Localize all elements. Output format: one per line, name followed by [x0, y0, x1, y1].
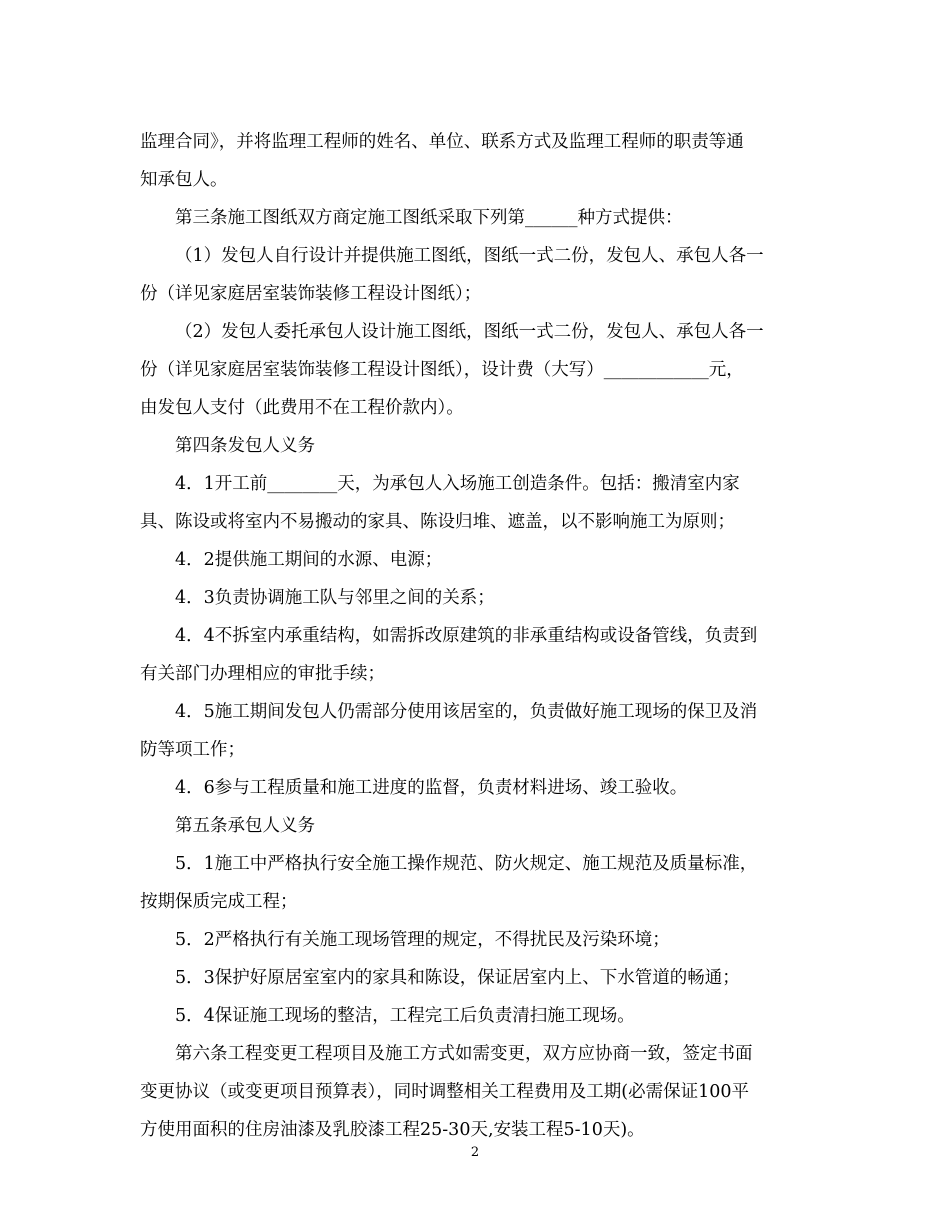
text-line: 4．6参与工程质量和施工进度的监督，负责材料进场、竣工验收。	[175, 778, 688, 798]
text-line: 监理合同》，并将监理工程师的姓名、单位、联系方式及监理工程师的职责等通	[140, 132, 744, 152]
page-number: 2	[470, 1145, 480, 1160]
text-line: 第六条工程变更工程项目及施工方式如需变更，双方应协商一致，签定书面	[175, 1044, 753, 1064]
text-line: 份（详见家庭居室装饰装修工程设计图纸）；	[140, 284, 482, 304]
text-line: 具、陈设或将室内不易搬动的家具、陈设归堆、遮盖，以不影响施工为原则；	[140, 512, 735, 532]
text-line: 份（详见家庭居室装饰装修工程设计图纸），设计费（大写）____________元，	[140, 360, 744, 380]
text-line: 防等项工作；	[140, 740, 245, 760]
text-line: 4．2提供施工期间的水源、电源；	[175, 550, 443, 570]
text-line: 方使用面积的住房油漆及乳胶漆工程25-30天,安装工程5-10天)。	[140, 1120, 645, 1140]
text-line: 4．5施工期间发包人仍需部分使用该居室的，负责做好施工现场的保卫及消	[175, 702, 758, 722]
text-line: 由发包人支付（此费用不在工程价款内）。	[140, 398, 464, 418]
text-line: （2）发包人委托承包人设计施工图纸，图纸一式二份，发包人、承包人各一	[175, 322, 764, 342]
text-line: 变更协议（或变更项目预算表），同时调整相关工程费用及工期(必需保证100平	[140, 1082, 749, 1102]
text-line: 按期保质完成工程；	[140, 892, 298, 912]
text-line: 5．2严格执行有关施工现场管理的规定，不得扰民及污染环境；	[175, 930, 670, 950]
text-line: 5．4保证施工现场的整洁，工程完工后负责清扫施工现场。	[175, 1006, 635, 1026]
section-heading: 第四条发包人义务	[175, 436, 315, 456]
text-line: 4．3负责协调施工队与邻里之间的关系；	[175, 588, 495, 608]
section-heading: 第五条承包人义务	[175, 816, 315, 836]
text-line: 知承包人。	[140, 170, 228, 190]
text-line: （1）发包人自行设计并提供施工图纸，图纸一式二份，发包人、承包人各一	[175, 246, 764, 266]
text-line: 5．3保护好原居室室内的家具和陈设，保证居室内上、下水管道的畅通；	[175, 968, 740, 988]
text-line: 4．4不拆室内承重结构，如需拆改原建筑的非承重结构或设备管线，负责到	[175, 626, 758, 646]
text-line: 4．1开工前________天，为承包人入场施工创造条件。包括：搬清室内家	[175, 474, 740, 494]
text-line: 有关部门办理相应的审批手续；	[140, 664, 385, 684]
text-line: 第三条施工图纸双方商定施工图纸采取下列第______种方式提供：	[175, 208, 683, 228]
text-line: 5．1施工中严格执行安全施工操作规范、防火规定、施工规范及质量标准，	[175, 854, 758, 874]
